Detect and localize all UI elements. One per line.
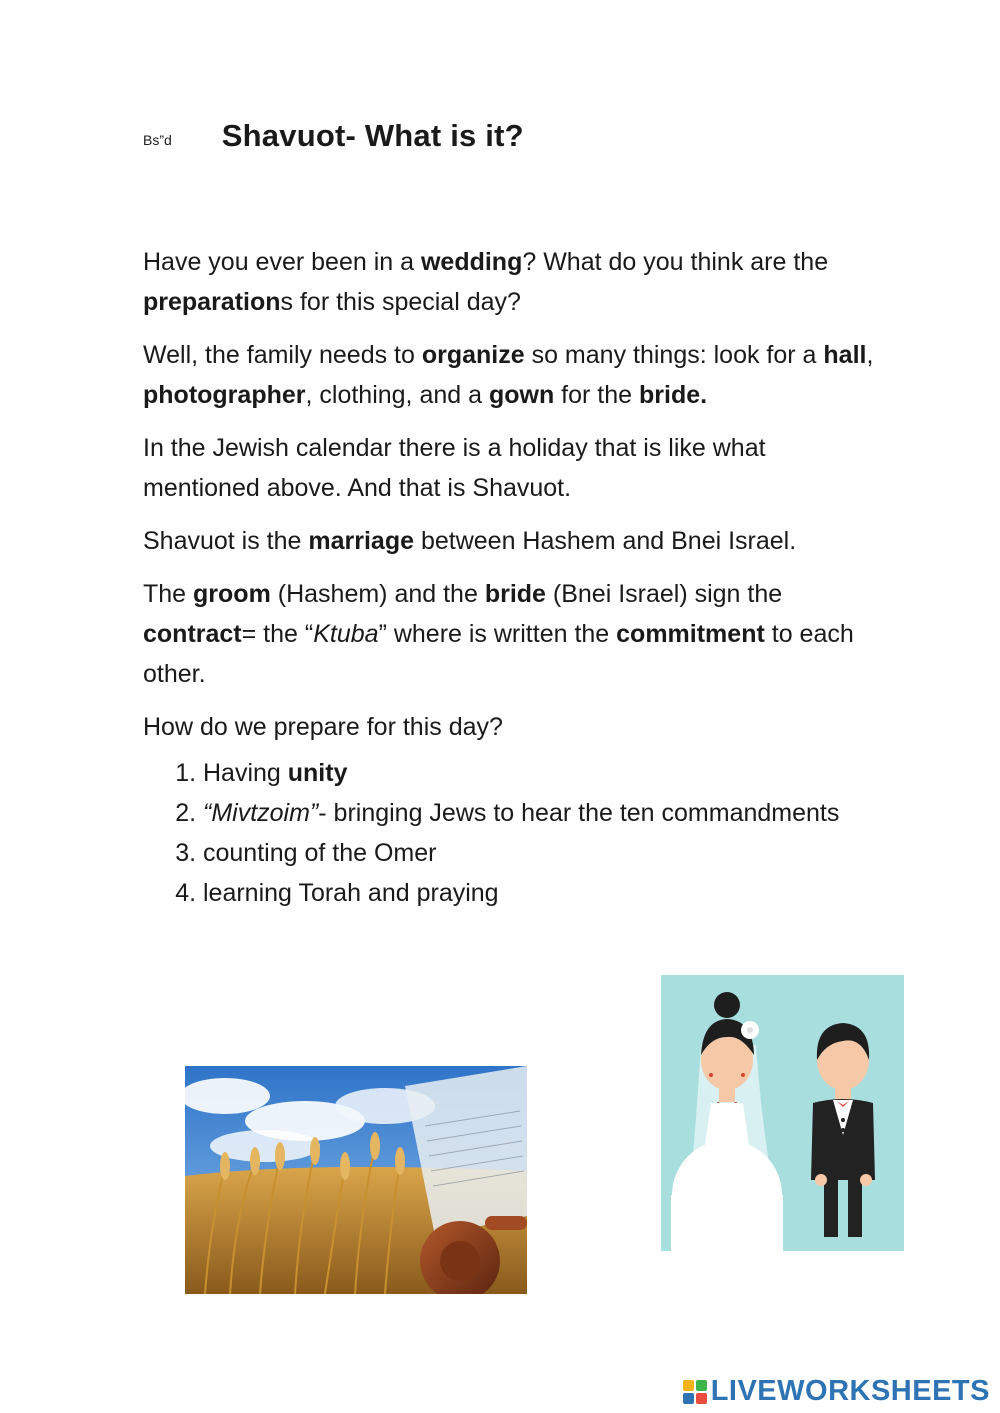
text: Well, the family needs to — [143, 341, 422, 369]
list-item — [203, 793, 883, 833]
logo-mark-icon — [683, 1380, 707, 1404]
italic-term: “Mivtzoim” — [203, 799, 319, 827]
bride-groom-illustration — [661, 975, 904, 1251]
wheat-torah-illustration — [185, 1066, 527, 1294]
text: learning Torah and praying — [203, 879, 499, 907]
text: so many things: look for a — [524, 341, 824, 369]
text: s for this special day? — [280, 288, 521, 316]
text: (Bnei Israel) sign the — [545, 580, 783, 608]
list-item — [203, 753, 883, 793]
text: - bringing Jews to hear the ten commandments — [318, 799, 840, 827]
bold-term: wedding — [420, 248, 523, 276]
preparation-list — [143, 753, 883, 913]
logo-square-blue — [683, 1393, 694, 1404]
text: counting of the Omer — [203, 839, 437, 867]
italic-term: Ktuba — [313, 620, 379, 648]
page-title: Shavuot- What is it? — [221, 118, 524, 153]
paragraph-contract — [143, 574, 883, 694]
text: for the — [554, 381, 639, 409]
paragraph-prepare-question — [143, 707, 883, 747]
text: (Hashem) and the — [270, 580, 485, 608]
logo-text: LIVEWORKSHEETS — [710, 1375, 990, 1407]
text: Having — [203, 759, 288, 787]
text: How do we prepare for this day? — [143, 713, 503, 741]
text: ? What do you think are the — [522, 248, 829, 276]
logo-square-yellow — [683, 1380, 694, 1391]
text: Have you ever been in a — [143, 248, 421, 276]
liveworksheets-logo — [683, 1375, 990, 1408]
text: , clothing, and a — [305, 381, 489, 409]
bold-term: contract — [143, 620, 242, 648]
bold-term: preparation — [143, 288, 281, 316]
bsd-label: Bs”d — [143, 132, 172, 148]
text: between Hashem and Bnei Israel. — [414, 527, 797, 555]
text: ” where is written the — [378, 620, 617, 648]
bold-term: bride — [484, 580, 546, 608]
text: In the Jewish calendar there is a holiday that is like what mentioned above. And that is Shavuot. — [143, 434, 766, 502]
bold-term: gown — [488, 381, 555, 409]
list-item — [203, 833, 883, 873]
bold-term: photographer — [143, 381, 306, 409]
paragraph-calendar — [143, 428, 883, 508]
bride-groom-image — [661, 975, 904, 1251]
bold-term: hall — [823, 341, 867, 369]
bold-term: marriage — [308, 527, 415, 555]
bold-term: unity — [287, 759, 348, 787]
paragraph-marriage — [143, 521, 883, 561]
bold-term: groom — [193, 580, 271, 608]
logo-square-green — [696, 1380, 707, 1391]
logo-square-red — [696, 1393, 707, 1404]
list-item — [203, 873, 883, 913]
bold-term: bride. — [639, 381, 708, 409]
text: The — [143, 580, 194, 608]
bold-term: organize — [421, 341, 525, 369]
text: = the “ — [241, 620, 314, 648]
worksheet-body — [143, 242, 883, 913]
text: Shavuot is the — [143, 527, 309, 555]
paragraph-organize — [143, 335, 883, 415]
paragraph-wedding — [143, 242, 883, 322]
wheat-torah-image — [185, 1066, 527, 1294]
text: to each other. — [143, 620, 854, 688]
bold-term: commitment — [616, 620, 765, 648]
header — [143, 118, 524, 154]
text: , — [866, 341, 874, 369]
